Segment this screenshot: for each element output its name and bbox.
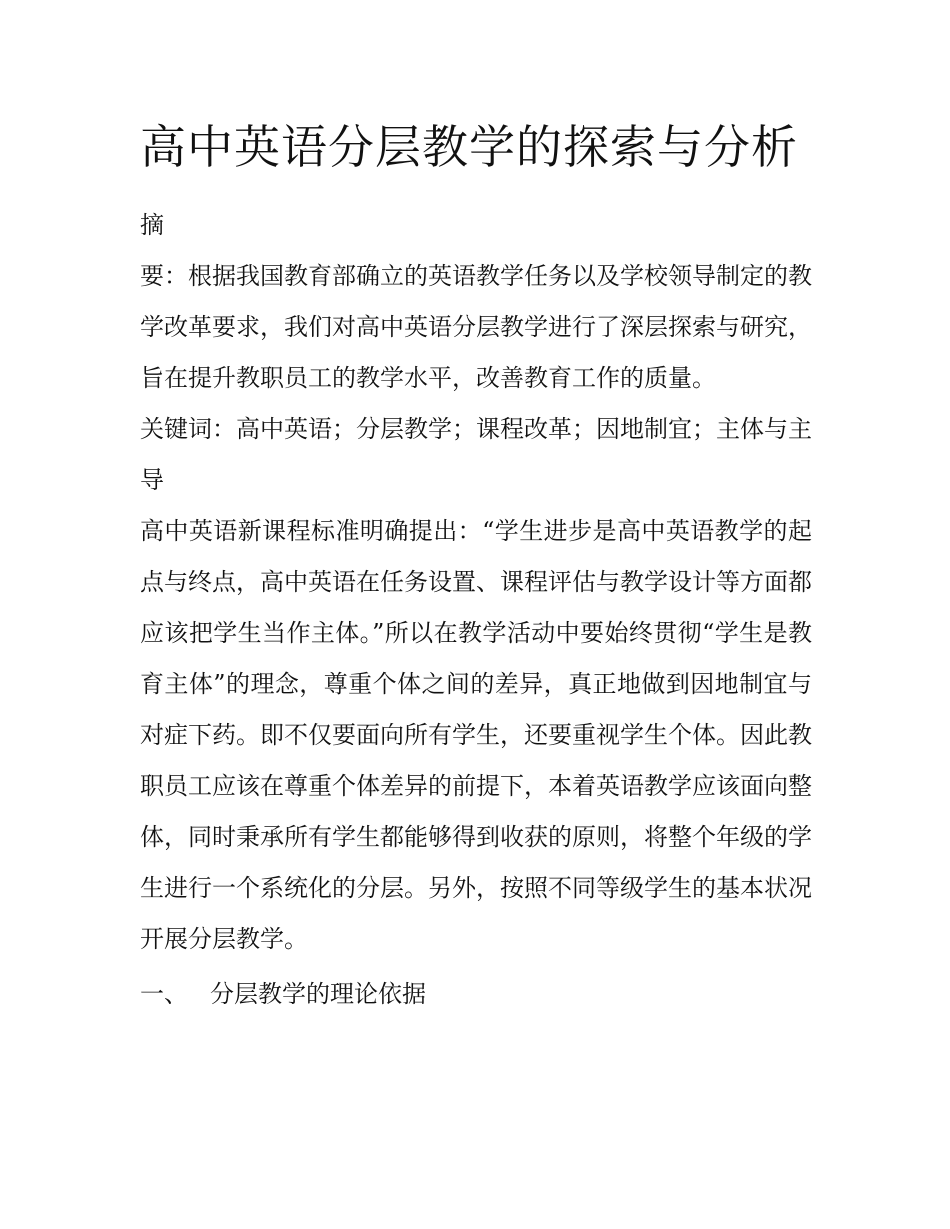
document-title: 高中英语分层教学的探索与分析 [140,120,798,174]
abstract-label: 摘 [140,211,164,239]
document-page [140,108,812,1020]
section-heading [140,969,812,1020]
keywords: 关键词：高中英语；分层教学；课程改革；因地制宜；主体与主导 [140,415,812,494]
body-paragraph: 高中英语新课程标准明确提出：“学生进步是高中英语教学的起点与终点，高中英语在任务设置、课程评估与教学设计等方面都应该把学生当作主体。”所以在教学活动中要始终贯彻“学生是教育主体”的理念，尊重个体之间的差异，真正地做到因地制宜与对症下药。即不仅要面向所有学生，还要重视学生个体。因此教职员工应该在尊重个体差异的前提下，本着英语教学应该面向整体，同时秉承所有学生都能够得到收获的原则，将整个年级的学生进行一个系统化的分层。另外，按照不同等级学生的基本状况开展分层教学。 [140,517,812,953]
section-number: 一、 [140,980,188,1008]
section-title: 分层教学的理论依据 [210,980,426,1008]
abstract-text: 要：根据我国教育部确立的英语教学任务以及学校领导制定的教学改革要求，我们对高中英语分层教学进行了深层探索与研究，旨在提升教职员工的教学水平，改善教育工作的质量。 [140,262,812,392]
